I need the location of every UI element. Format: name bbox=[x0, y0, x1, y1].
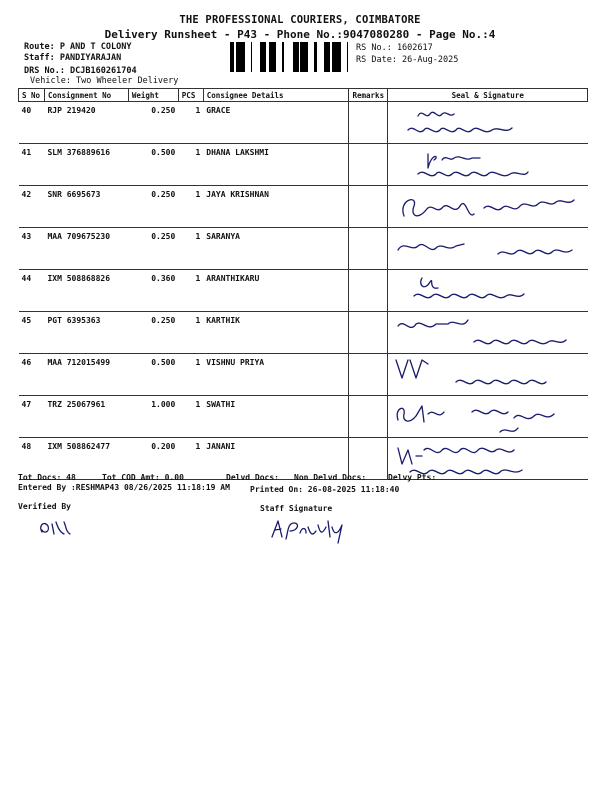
cell-signature bbox=[388, 354, 588, 396]
cell-weight: 0.250 bbox=[128, 102, 178, 144]
table-row bbox=[19, 102, 588, 144]
drs-number: DRS No.: DCJB160261704 bbox=[24, 66, 137, 76]
cell-remarks bbox=[349, 270, 388, 312]
cell-pcs: 1 bbox=[178, 144, 203, 186]
cell-signature bbox=[388, 396, 588, 438]
entered-by: Entered By :RESHMAP43 08/26/2025 11:18:19 AM bbox=[18, 483, 230, 492]
cell-pcs: 1 bbox=[178, 102, 203, 144]
cell-pcs: 1 bbox=[178, 438, 203, 480]
cell-sno: 44 bbox=[19, 270, 45, 312]
cell-sno: 42 bbox=[19, 186, 45, 228]
cell-consignment: SLM 376889616 bbox=[44, 144, 128, 186]
table-header-row bbox=[19, 89, 588, 102]
cell-sno: 47 bbox=[19, 396, 45, 438]
cell-signature bbox=[388, 186, 588, 228]
cell-consignment: PGT 6395363 bbox=[44, 312, 128, 354]
cell-consignee: KARTHIK bbox=[203, 312, 349, 354]
col-weight: Weight bbox=[128, 89, 178, 102]
col-consignee: Consignee Details bbox=[203, 89, 349, 102]
cell-pcs: 1 bbox=[178, 312, 203, 354]
cell-remarks bbox=[349, 144, 388, 186]
cell-pcs: 1 bbox=[178, 354, 203, 396]
cell-remarks bbox=[349, 312, 388, 354]
cell-sno: 40 bbox=[19, 102, 45, 144]
cell-pcs: 1 bbox=[178, 186, 203, 228]
cell-consignee: JAYA KRISHNAN bbox=[203, 186, 349, 228]
handwritten-signature bbox=[388, 144, 588, 186]
printed-on: Printed On: 26-08-2025 11:18:40 bbox=[250, 485, 400, 494]
verifier-signature bbox=[36, 516, 76, 540]
cell-remarks bbox=[349, 396, 388, 438]
cell-weight: 0.200 bbox=[128, 438, 178, 480]
cell-consignee: ARANTHIKARU bbox=[203, 270, 349, 312]
cell-consignee: SWATHI bbox=[203, 396, 349, 438]
table-row bbox=[19, 312, 588, 354]
runsheet-subtitle: Delivery Runsheet - P43 - Phone No.:9047080280 - Page No.:4 bbox=[104, 28, 496, 41]
staff-signature-mark bbox=[268, 515, 348, 545]
cell-pcs: 1 bbox=[178, 228, 203, 270]
cell-consignment: IXM 508862477 bbox=[44, 438, 128, 480]
cell-sno: 45 bbox=[19, 312, 45, 354]
cell-consignee: JANANI bbox=[203, 438, 349, 480]
handwritten-signature bbox=[388, 312, 588, 354]
cell-consignee: GRACE bbox=[203, 102, 349, 144]
handwritten-signature bbox=[388, 102, 588, 144]
table-row bbox=[19, 270, 588, 312]
handwritten-signature bbox=[388, 354, 588, 396]
cell-weight: 0.250 bbox=[128, 186, 178, 228]
cell-consignment: RJP 219420 bbox=[44, 102, 128, 144]
cell-consignment: MAA 709675230 bbox=[44, 228, 128, 270]
total-cod: Tot COD Amt: 0.00 bbox=[102, 473, 184, 482]
total-docs: Tot Docs: 48 bbox=[18, 473, 76, 482]
non-delivered-docs: Non Delvd Docs: bbox=[294, 473, 367, 482]
delivery-points: Delvy Pts: bbox=[388, 473, 437, 482]
vehicle-label: Vehicle: Two Wheeler Delivery bbox=[30, 76, 179, 86]
cell-weight: 0.500 bbox=[128, 144, 178, 186]
handwritten-signature bbox=[388, 396, 588, 438]
col-remarks: Remarks bbox=[349, 89, 388, 102]
col-consignment: Consignment No bbox=[44, 89, 128, 102]
cell-signature bbox=[388, 270, 588, 312]
cell-signature bbox=[388, 144, 588, 186]
cell-consignment: MAA 712015499 bbox=[44, 354, 128, 396]
cell-weight: 0.250 bbox=[128, 228, 178, 270]
col-sno: S No bbox=[19, 89, 45, 102]
table-row bbox=[19, 396, 588, 438]
cell-sno: 46 bbox=[19, 354, 45, 396]
company-title: THE PROFESSIONAL COURIERS, COIMBATORE bbox=[179, 14, 421, 26]
table-row bbox=[19, 186, 588, 228]
cell-consignee: VISHNU PRIYA bbox=[203, 354, 349, 396]
cell-remarks bbox=[349, 102, 388, 144]
cell-weight: 0.250 bbox=[128, 312, 178, 354]
cell-weight: 0.360 bbox=[128, 270, 178, 312]
cell-sno: 43 bbox=[19, 228, 45, 270]
route-label: Route: P AND T COLONY bbox=[24, 42, 132, 52]
cell-sno: 48 bbox=[19, 438, 45, 480]
staff-signature-label: Staff Signature bbox=[260, 504, 333, 513]
rs-date: RS Date: 26-Aug-2025 bbox=[356, 55, 459, 65]
cell-remarks bbox=[349, 354, 388, 396]
cell-signature bbox=[388, 102, 588, 144]
handwritten-signature bbox=[388, 186, 588, 228]
table-row bbox=[19, 144, 588, 186]
runsheet-table bbox=[18, 88, 588, 480]
handwritten-signature bbox=[388, 270, 588, 312]
handwritten-signature bbox=[388, 228, 588, 270]
cell-weight: 1.000 bbox=[128, 396, 178, 438]
cell-pcs: 1 bbox=[178, 396, 203, 438]
cell-consignment: TRZ 25067961 bbox=[44, 396, 128, 438]
cell-consignee: SARANYA bbox=[203, 228, 349, 270]
verified-by-label: Verified By bbox=[18, 502, 71, 511]
cell-consignment: SNR 6695673 bbox=[44, 186, 128, 228]
barcode-image bbox=[230, 42, 352, 72]
cell-pcs: 1 bbox=[178, 270, 203, 312]
cell-consignee: DHANA LAKSHMI bbox=[203, 144, 349, 186]
col-pcs: PCS bbox=[178, 89, 203, 102]
col-signature: Seal & Signature bbox=[388, 89, 588, 102]
rs-number: RS No.: 1602617 bbox=[356, 43, 433, 53]
cell-signature bbox=[388, 228, 588, 270]
table-row bbox=[19, 354, 588, 396]
cell-consignment: IXM 508868826 bbox=[44, 270, 128, 312]
table-row bbox=[19, 228, 588, 270]
cell-remarks bbox=[349, 228, 388, 270]
delivered-docs: Delvd Docs: bbox=[226, 473, 279, 482]
cell-signature bbox=[388, 312, 588, 354]
cell-remarks bbox=[349, 186, 388, 228]
cell-weight: 0.500 bbox=[128, 354, 178, 396]
staff-label: Staff: PANDIYARAJAN bbox=[24, 53, 122, 63]
cell-sno: 41 bbox=[19, 144, 45, 186]
